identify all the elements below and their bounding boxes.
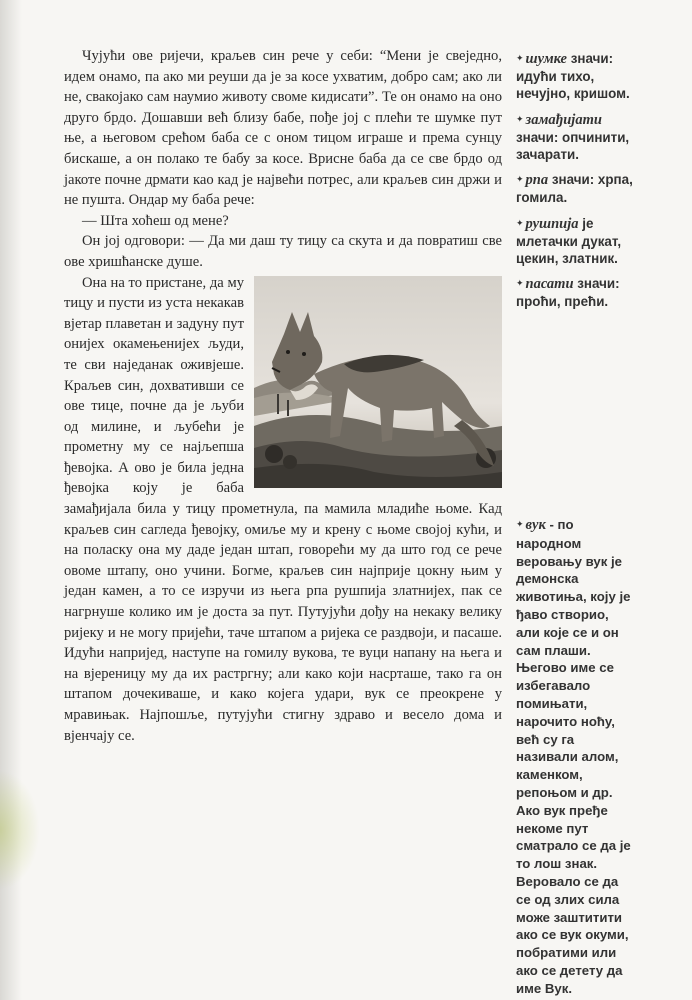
glossary-top <box>516 50 636 319</box>
diamond-bullet-icon: ✦ <box>516 217 524 228</box>
paragraph-1: Чујући ове ријечи, краљев син рече у себи: “Мени је свеједно, идем онамо, па ако ми реуши да је за косе ухватим, добро сам; ако ли не, свакојако сам наумио животу своме кидисати”. Те он онамо на оно друго брдо. Дошавши већ близу бабе, пође јој с плећи те шумке пут ње, а његовом срећом баба се с оном тицом играше и према сунцу бискаше, а он полако те бабу за косе. Врисне баба да се све брдо од јакоте почне дрмати као кад је највећи потрес, али краљев син држи и не пушта. Ондар му баба рече: <box>64 48 502 209</box>
diamond-bullet-icon: ✦ <box>516 113 524 124</box>
diamond-bullet-icon: ✦ <box>516 53 524 63</box>
glossary-item: ✦ рпа значи: хрпа, гомила. <box>516 172 633 206</box>
diamond-bullet-icon: ✦ <box>516 519 524 529</box>
glossary-wolf-note: ✦ вук - по народном веровању вук је демонска животиња, коју је ђаво створио, али које се и он сам плаши. Његово име се избегавало помињати, нарочито ноћу, већ су га називали алом, каменком, репоњом и др. Ако вук пређе некоме пут сматрало се да је то лош знак. Веровало се да се од злих сила може заштитити ако се вук окуми, побратими или ако се детету да име Вук. <box>516 517 631 996</box>
wolf-illustration <box>254 276 502 488</box>
wolf-engraving-icon <box>254 276 502 488</box>
diamond-bullet-icon: ✦ <box>516 174 524 185</box>
glossary-item: ✦ рушпија је млетачки дукат, цекин, златник. <box>516 215 622 267</box>
paragraph-4: Она на то пристане, да му тицу и пусти из уста некакав вјетар плаветан и задуну пут онијех окамењенијех људи, те сви наједанак оживјеше. Краљев син, дохвативши се ове тице, почне да је љуби од милине, и љубећи је прометну му се најљепша ђевојка. А ово је била једна ђевојка коју је баба замађијала била у тицу прометнула, па мамила младиће њоме. Кад краљев син сагледа ђевојку, омиље му и крену с њоме својој кући, и на поласку она му даде један штап, говорећи му да што год се рече овоме штапу, оно учини. Богме, краљев син најприје цокну њим у један камен, а то се изручи из њега рпа рушпија златнијех, пак се нагрнуше колико им је доста за пут. Путујући дођу на некаку велику ријеку и не могу пријећи, таче штапом а ријека се раздвоји, и пасаше. Идући напријед, наступе на гомилу вукова, те вуци напану на њега и на вјереницу му да их растргну; али како који насрташе, тако га он штапом дочекиваше, и како којега удари, вук се преокрене у мравињак. Најпошље, путујући стигну здраво и весело дома и вјенчају се. <box>64 274 502 744</box>
glossary-item: ✦ шумке значи: идући тихо, нечујно, кришом. <box>516 51 630 102</box>
glossary-item: ✦ пасати значи: проћи, прећи. <box>516 276 620 310</box>
diamond-bullet-icon: ✦ <box>516 278 524 289</box>
page-stain <box>0 770 40 890</box>
paragraph-2: — Шта хоћеш од мене? <box>82 212 229 229</box>
paragraph-4-block <box>64 273 502 747</box>
glossary-item: ✦ замађијати значи: опчинити, зачарати. <box>516 111 630 163</box>
paragraph-3: Он јој одговори: — Да ми даш ту тицу са скута и да повратиш све ове хришћанске душе. <box>64 233 502 270</box>
story-text <box>64 46 502 746</box>
